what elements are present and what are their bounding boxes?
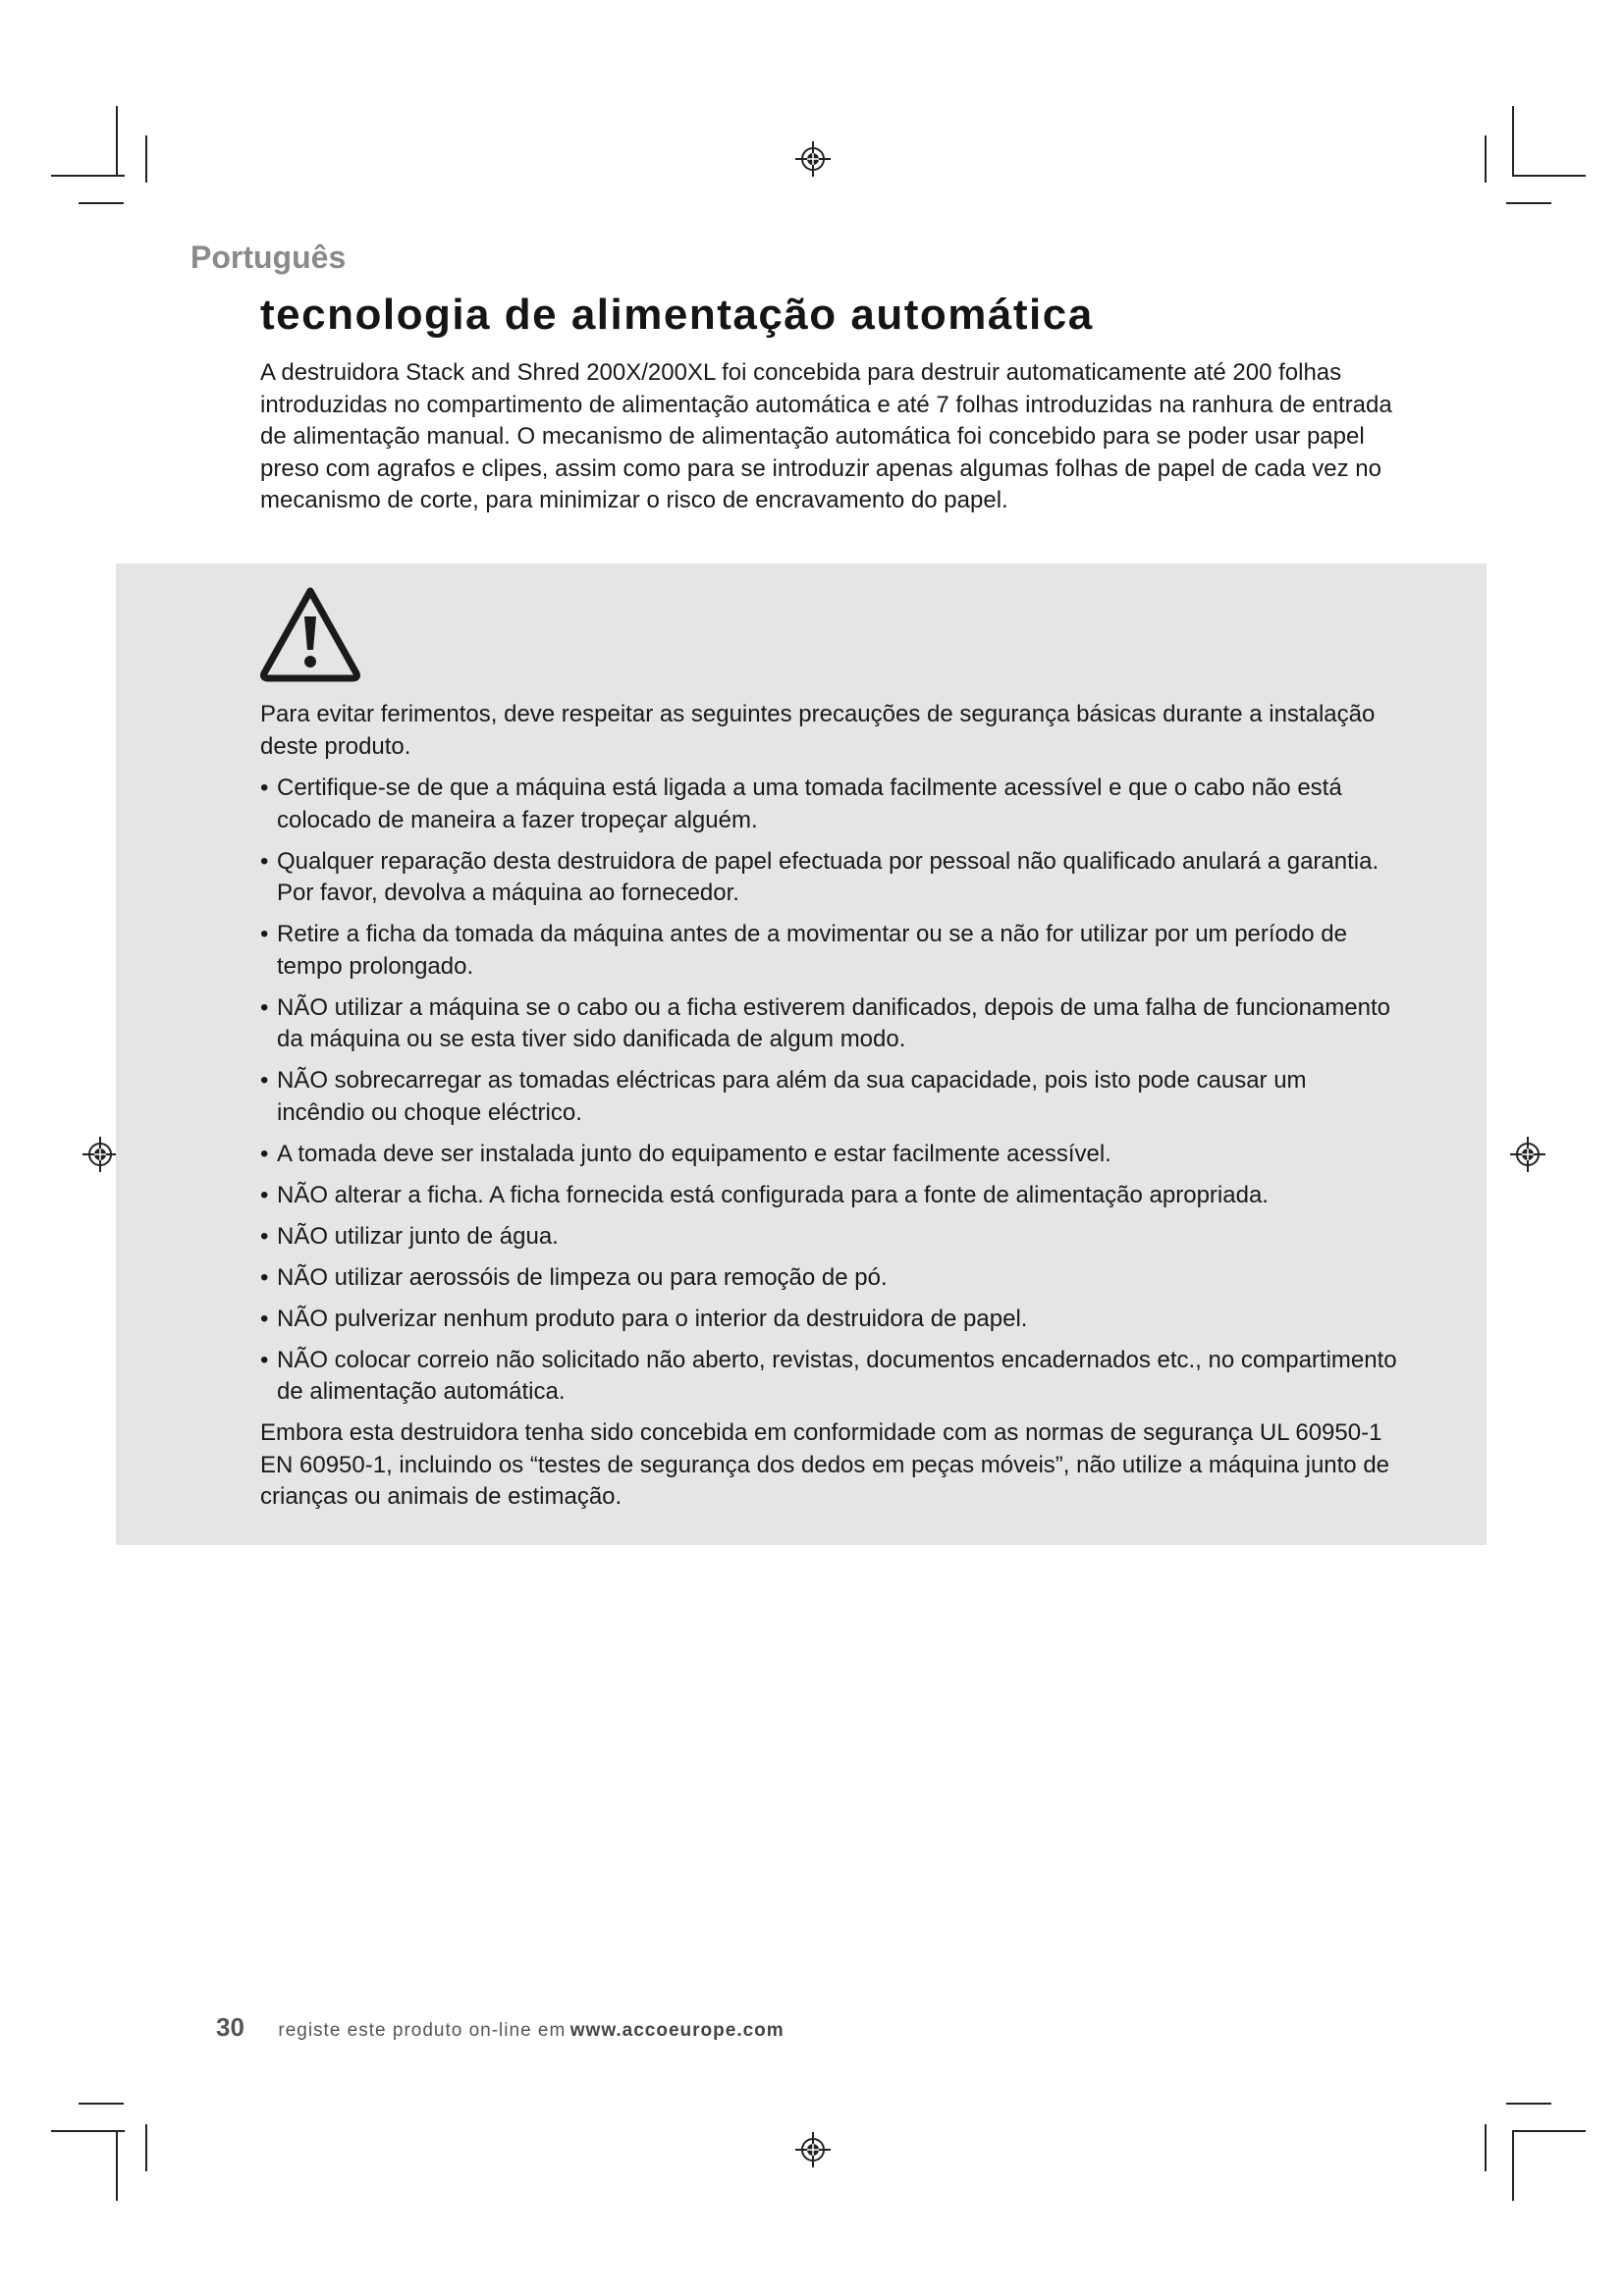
warning-lead: Para evitar ferimentos, deve respeitar as seguintes precauções de segurança básicas durante a instalação deste produto. bbox=[260, 701, 1376, 760]
safety-warning-content bbox=[260, 699, 1399, 1514]
list-item-text: Certifique-se de que a máquina está ligada a uma tomada facilmente acessível e que o cabo não está colocado de maneira a fazer tropeçar alguém. bbox=[277, 774, 1342, 833]
footer-text: registe este produto on-line em bbox=[278, 2020, 567, 2041]
page-title: tecnologia de alimentação automática bbox=[260, 291, 1094, 339]
bullet: • bbox=[260, 921, 269, 947]
bullet: • bbox=[260, 1181, 269, 1208]
registration-mark-icon bbox=[1508, 1135, 1547, 1174]
list-item bbox=[260, 992, 1399, 1056]
bullet: • bbox=[260, 1346, 269, 1373]
list-item-text: NÃO utilizar a máquina se o cabo ou a ficha estiverem danificados, depois de uma falha de funcionamento da máquina ou se esta tiver sido danificada de algum modo. bbox=[277, 993, 1390, 1052]
list-item bbox=[260, 1065, 1399, 1129]
warning-triangle-icon bbox=[258, 585, 362, 683]
list-item bbox=[260, 846, 1399, 910]
crop-mark-bottom-left bbox=[116, 2130, 118, 2201]
list-item-text: A tomada deve ser instalada junto do equipamento e estar facilmente acessível. bbox=[277, 1140, 1111, 1167]
crop-mark-bottom-right bbox=[1506, 2103, 1551, 2105]
list-item bbox=[260, 773, 1399, 836]
footer-website-link[interactable]: www.accoeurope.com bbox=[569, 2020, 785, 2041]
list-item-text: NÃO colocar correio não solicitado não aberto, revistas, documentos encadernados etc., no compartimento de alimentação automática. bbox=[277, 1346, 1397, 1405]
crop-mark-bottom-left bbox=[145, 2124, 147, 2171]
crop-mark-top-left bbox=[51, 175, 125, 177]
list-item-text: NÃO utilizar junto de água. bbox=[277, 1222, 559, 1250]
crop-mark-top-right bbox=[1485, 135, 1487, 183]
list-item bbox=[260, 1262, 1399, 1295]
bullet: • bbox=[260, 1140, 269, 1167]
page-number: 30 bbox=[216, 2012, 244, 2042]
list-item bbox=[260, 919, 1399, 983]
bullet: • bbox=[260, 1067, 269, 1094]
list-item-text: NÃO sobrecarregar as tomadas eléctricas para além da sua capacidade, pois isto pode causar um incêndio ou choque eléctrico. bbox=[277, 1067, 1307, 1126]
warning-closing: Embora esta destruidora tenha sido concebida em conformidade com as normas de segurança UL 60950-1 EN 60950-1, incluindo os “testes de segurança dos dedos em peças móveis”, não utilize a máquina junto de crianças ou animais de estimação. bbox=[260, 1419, 1390, 1510]
list-item-text: NÃO alterar a ficha. A ficha fornecida está configurada para a fonte de alimentação apropriada. bbox=[277, 1181, 1269, 1208]
page-footer bbox=[216, 2012, 785, 2043]
intro-text: A destruidora Stack and Shred 200X/200XL foi concebida para destruir automaticamente até 200 folhas introduzidas no compartimento de alimentação automática e até 7 folhas introduzidas na ranhura de entrada de alimentação manual. O mecanismo de alimentação automática foi concebido para se poder usar papel preso com agrafos e clipes, assim como para se introduzir apenas algumas folhas de papel de cada vez no mecanismo de corte, para minimizar o risco de encravamento do papel. bbox=[260, 359, 1392, 513]
registration-mark-icon bbox=[81, 1135, 120, 1174]
crop-mark-bottom-right bbox=[1512, 2130, 1514, 2201]
bullet: • bbox=[260, 1305, 269, 1332]
crop-mark-top-right bbox=[1512, 175, 1586, 177]
crop-mark-bottom-left bbox=[79, 2103, 124, 2105]
registration-mark-icon bbox=[793, 2130, 833, 2169]
list-item-text: NÃO pulverizar nenhum produto para o interior da destruidora de papel. bbox=[277, 1305, 1028, 1332]
safety-precautions-list bbox=[260, 773, 1399, 1409]
bullet: • bbox=[260, 1222, 269, 1250]
bullet: • bbox=[260, 1263, 269, 1291]
crop-mark-top-right bbox=[1512, 106, 1514, 177]
crop-mark-bottom-right bbox=[1512, 2130, 1586, 2132]
list-item bbox=[260, 1345, 1399, 1409]
registration-mark-icon bbox=[793, 139, 833, 179]
intro-paragraph bbox=[260, 357, 1409, 517]
bullet: • bbox=[260, 774, 269, 801]
bullet: • bbox=[260, 993, 269, 1021]
list-item-text: Qualquer reparação desta destruidora de papel efectuada por pessoal não qualificado anulará a garantia. Por favor, devolva a máquina ao fornecedor. bbox=[277, 847, 1380, 906]
crop-mark-top-left bbox=[145, 135, 147, 183]
crop-mark-bottom-right bbox=[1485, 2124, 1487, 2171]
list-item-text: NÃO utilizar aerossóis de limpeza ou para remoção de pó. bbox=[277, 1263, 888, 1291]
crop-mark-top-right bbox=[1506, 202, 1551, 204]
list-item-text: Retire a ficha da tomada da máquina antes de a movimentar ou se a não for utilizar por um período de tempo prolongado. bbox=[277, 921, 1347, 980]
crop-mark-top-left bbox=[79, 202, 124, 204]
crop-mark-top-left bbox=[116, 106, 118, 177]
crop-mark-bottom-left bbox=[51, 2130, 125, 2132]
list-item bbox=[260, 1180, 1399, 1212]
list-item bbox=[260, 1139, 1399, 1171]
list-item bbox=[260, 1304, 1399, 1336]
bullet: • bbox=[260, 847, 269, 875]
language-label: Português bbox=[190, 240, 347, 275]
list-item bbox=[260, 1221, 1399, 1254]
